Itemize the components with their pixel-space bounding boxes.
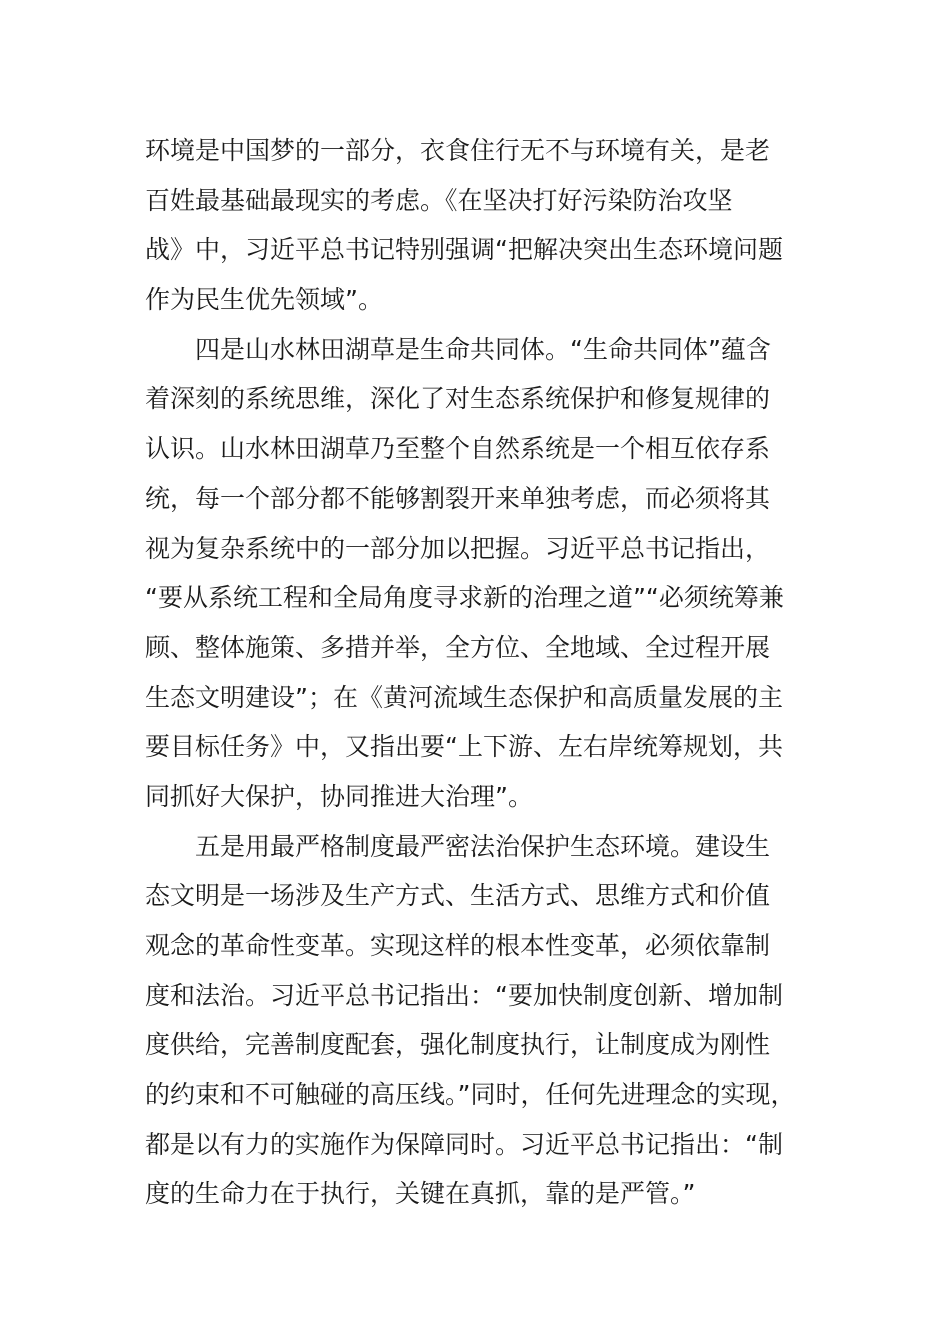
- text-line: 视为复杂系统中的一部分加以把握。习近平总书记指出，: [145, 533, 771, 563]
- text-line: 四是山水林田湖草是生命共同体。“生命共同体”蕴含: [195, 334, 771, 364]
- text-line: 度和法治。习近平总书记指出：“要加快制度创新、增加制: [145, 980, 783, 1010]
- text-line: 认识。山水林田湖草乃至整个自然系统是一个相互依存系: [145, 434, 771, 464]
- text-line: 顾、整体施策、多措并举，全方位、全地域、全过程开展: [145, 632, 771, 662]
- text-line: 态文明是一场涉及生产方式、生活方式、思维方式和价值: [145, 881, 771, 911]
- text-line: 战》中，习近平总书记特别强调“把解决突出生态环境问题: [145, 235, 783, 265]
- text-line: 观念的革命性变革。实现这样的根本性变革，必须依靠制: [145, 931, 771, 960]
- text-line: 五是用最严格制度最严密法治保护生态环境。建设生: [195, 831, 771, 861]
- text-line: 度的生命力在于执行，关键在真抓，靠的是严管。”: [145, 1179, 696, 1209]
- text-line: 生态文明建设”；在《黄河流域生态保护和高质量发展的主: [145, 682, 783, 712]
- text-line: 统，每一个部分都不能够割裂开来单独考虑，而必须将其: [145, 483, 771, 513]
- text-line: 百姓最基础最现实的考虑。《在坚决打好污染防治攻坚: [145, 185, 733, 215]
- text-line: 要目标任务》中，又指出要“上下游、左右岸统筹规划，共: [145, 732, 783, 762]
- document-body: [145, 126, 835, 1219]
- text-line: 着深刻的系统思维，深化了对生态系统保护和修复规律的: [145, 384, 771, 414]
- paragraph-3: [145, 822, 835, 1220]
- text-line: 都是以有力的实施作为保障同时。习近平总书记指出：“制: [145, 1129, 783, 1159]
- text-line: 度供给，完善制度配套，强化制度执行，让制度成为刚性: [145, 1030, 771, 1060]
- text-line: 的约束和不可触碰的高压线。”同时，任何先进理念的实现，: [145, 1080, 796, 1110]
- text-line: “要从系统工程和全局角度寻求新的治理之道”“必须统筹兼: [145, 583, 784, 613]
- paragraph-2: [145, 325, 835, 822]
- paragraph-1: [145, 126, 835, 325]
- text-line: 环境是中国梦的一部分，衣食住行无不与环境有关，是老: [145, 136, 771, 165]
- text-line: 同抓好大保护，协同推进大治理”。: [145, 781, 533, 811]
- text-line: 作为民生优先领域”。: [145, 285, 383, 315]
